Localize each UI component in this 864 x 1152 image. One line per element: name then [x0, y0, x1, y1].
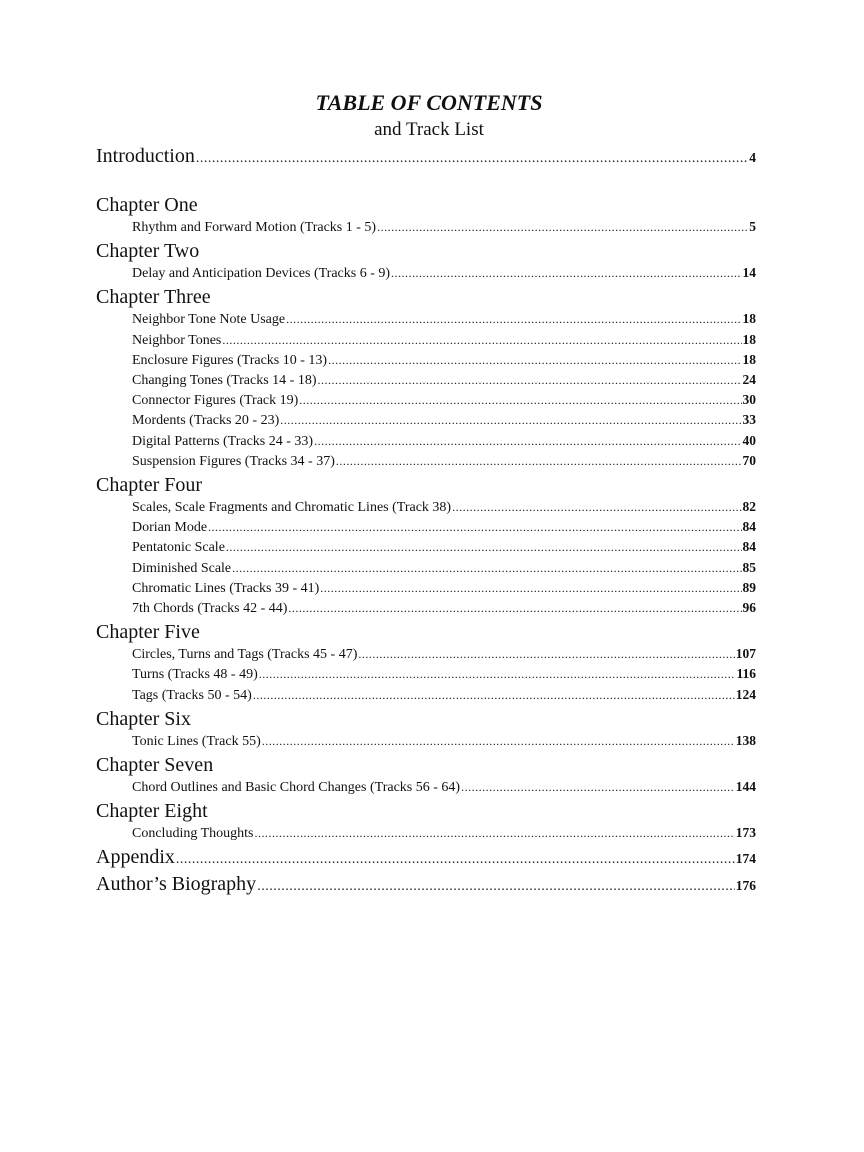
dot-leader — [288, 599, 741, 618]
chapter-section — [96, 473, 756, 618]
dot-leader — [259, 665, 736, 684]
chapter-heading: Chapter Three — [96, 286, 211, 309]
dot-leader — [208, 518, 741, 537]
toc-entry — [96, 390, 756, 410]
toc-entry-label: Tags (Tracks 50 - 54) — [132, 687, 252, 703]
toc-page-number: 107 — [735, 646, 756, 662]
toc-page-number: 5 — [749, 219, 756, 234]
toc-page-number: 82 — [742, 499, 756, 515]
page-subtitle: and Track List — [374, 119, 484, 140]
chapter-heading: Chapter Two — [96, 240, 200, 263]
toc-entry — [96, 497, 756, 517]
dot-leader — [377, 218, 748, 237]
toc-entry-label: Appendix — [96, 846, 175, 869]
dot-leader — [452, 498, 741, 517]
table-of-contents — [96, 88, 756, 899]
toc-page-number: 84 — [742, 539, 756, 555]
dot-leader — [286, 310, 741, 329]
toc-entry — [96, 370, 756, 390]
dot-leader — [280, 411, 741, 430]
toc-page-number: 176 — [735, 878, 756, 894]
toc-page-number: 96 — [742, 600, 756, 616]
toc-entry — [96, 664, 756, 684]
dot-leader — [320, 579, 741, 598]
toc-entry-label: Pentatonic Scale — [132, 540, 225, 556]
toc-page-number: 18 — [742, 331, 756, 347]
toc-entry-label: Suspension Figures (Tracks 34 - 37) — [132, 453, 335, 469]
toc-entry-label: Enclosure Figures (Tracks 10 - 13) — [132, 352, 328, 368]
toc-entry — [96, 731, 756, 751]
toc-entry — [96, 598, 756, 618]
toc-page-number: 24 — [742, 372, 756, 388]
dot-leader — [391, 264, 741, 283]
toc-entry-label: 7th Chords (Tracks 42 - 44) — [132, 601, 288, 617]
dot-leader — [253, 686, 735, 705]
dot-leader — [196, 146, 748, 171]
dot-leader — [314, 432, 741, 451]
toc-page-number: 144 — [735, 779, 756, 795]
chapter-list — [96, 193, 756, 843]
toc-entry-label: Chromatic Lines (Tracks 39 - 41) — [132, 580, 320, 596]
toc-entry — [96, 350, 756, 370]
dot-leader — [461, 778, 735, 797]
toc-page-number: 14 — [742, 265, 756, 281]
toc-entry — [96, 217, 756, 237]
toc-page-number: 33 — [742, 412, 756, 428]
chapter-heading: Chapter Seven — [96, 754, 214, 777]
toc-entry-label: Dorian Mode — [132, 520, 208, 536]
toc-entry-introduction — [96, 144, 756, 171]
toc-entry — [96, 578, 756, 598]
toc-page-number: 116 — [736, 666, 756, 682]
toc-entry-label: Neighbor Tones — [132, 332, 222, 348]
toc-entry-label: Digital Patterns (Tracks 24 - 33) — [132, 433, 314, 449]
toc-entry-label: Scales, Scale Fragments and Chromatic Lines (Track 38) — [132, 500, 452, 516]
toc-page-number: 30 — [742, 392, 756, 408]
chapter-section — [96, 799, 756, 843]
toc-entry-label: Chord Outlines and Basic Chord Changes (Tracks 56 - 64) — [132, 780, 461, 796]
toc-entry-label: Circles, Turns and Tags (Tracks 45 - 47) — [132, 647, 358, 663]
toc-page-number: 124 — [735, 686, 756, 702]
toc-page-number: 18 — [742, 351, 756, 367]
dot-leader — [262, 732, 735, 751]
toc-page-number: 85 — [742, 559, 756, 575]
toc-page-number: 40 — [742, 432, 756, 448]
toc-page-number: 173 — [735, 825, 756, 841]
dot-leader — [257, 874, 735, 899]
chapter-section — [96, 193, 756, 237]
toc-page-number: 4 — [749, 150, 756, 165]
page-title: TABLE OF CONTENTS — [315, 90, 543, 115]
toc-entry-label: Concluding Thoughts — [132, 826, 254, 842]
toc-entry — [96, 558, 756, 578]
toc-entry — [96, 330, 756, 350]
toc-entry — [96, 517, 756, 537]
dot-leader — [336, 452, 742, 471]
toc-page-number: 84 — [742, 519, 756, 535]
dot-leader — [299, 391, 741, 410]
chapter-heading: Chapter Five — [96, 621, 200, 644]
dot-leader — [226, 538, 742, 557]
toc-entry — [96, 823, 756, 843]
toc-entry — [96, 431, 756, 451]
dot-leader — [318, 371, 742, 390]
toc-page-number: 89 — [742, 579, 756, 595]
toc-entry-label: Rhythm and Forward Motion (Tracks 1 - 5) — [132, 220, 377, 235]
toc-entry-label: Connector Figures (Track 19) — [132, 393, 299, 409]
chapter-section — [96, 753, 756, 797]
toc-page-number: 18 — [742, 311, 756, 327]
chapter-section — [96, 620, 756, 705]
dot-leader — [232, 559, 741, 578]
toc-entry — [96, 644, 756, 664]
toc-page-number: 174 — [735, 851, 756, 867]
chapter-section — [96, 239, 756, 283]
toc-entry-biography — [96, 872, 756, 899]
chapter-section — [96, 707, 756, 751]
toc-entry — [96, 410, 756, 430]
dot-leader — [358, 645, 734, 664]
chapter-heading: Chapter One — [96, 194, 198, 216]
toc-entry-label: Tonic Lines (Track 55) — [132, 733, 261, 749]
toc-entry — [96, 777, 756, 797]
toc-entry-label: Diminished Scale — [132, 560, 232, 576]
toc-entry-label: Neighbor Tone Note Usage — [132, 312, 286, 328]
dot-leader — [176, 847, 735, 872]
toc-entry — [96, 451, 756, 471]
toc-entry-label: Author’s Biography — [96, 873, 257, 896]
toc-entry-label: Changing Tones (Tracks 14 - 18) — [132, 373, 317, 389]
toc-page-number: 70 — [742, 452, 756, 468]
chapter-heading: Chapter Four — [96, 474, 203, 497]
dot-leader — [222, 331, 741, 350]
toc-entry — [96, 309, 756, 329]
toc-entry-label: Mordents (Tracks 20 - 23) — [132, 413, 280, 429]
dot-leader — [254, 824, 734, 843]
toc-entry — [96, 263, 756, 283]
toc-entry-label: Delay and Anticipation Devices (Tracks 6 - 9) — [132, 266, 391, 282]
toc-entry-appendix — [96, 845, 756, 872]
toc-page-number: 138 — [735, 732, 756, 748]
toc-entry — [96, 685, 756, 705]
chapter-heading: Chapter Six — [96, 707, 191, 730]
chapter-heading: Chapter Eight — [96, 800, 208, 823]
toc-entry — [96, 537, 756, 557]
dot-leader — [328, 351, 741, 370]
toc-entry-label: Introduction — [96, 145, 195, 167]
chapter-section — [96, 285, 756, 471]
toc-entry-label: Turns (Tracks 48 - 49) — [132, 667, 258, 683]
